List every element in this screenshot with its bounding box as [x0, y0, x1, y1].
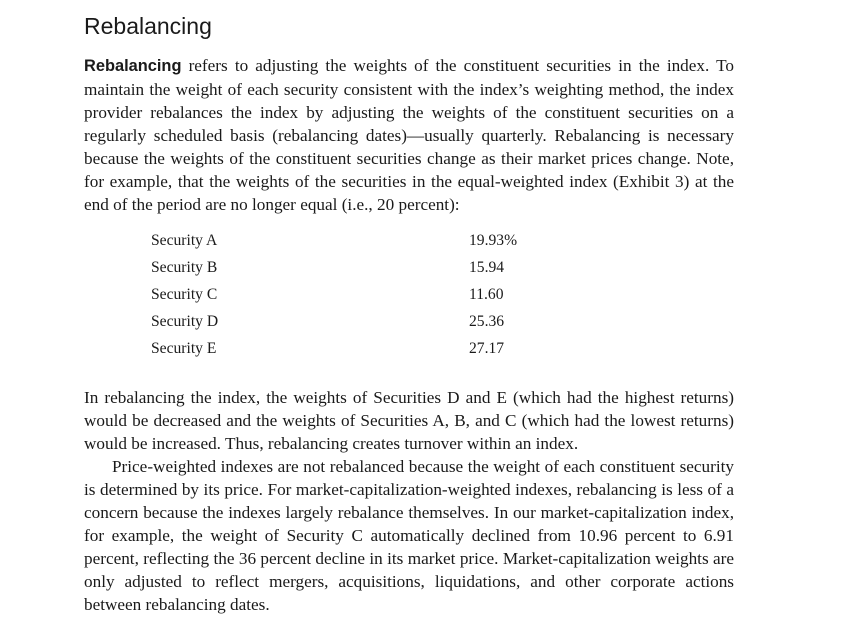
- intro-text: refers to adjusting the weights of the constituent securities in the index. To maintain the weight of each security consistent with the index’s weighting method, the index provider rebalances the index by adjusting the weights of the constituent securities on a regularly scheduled basis (rebalancing dates)—usually quarterly. Rebalancing is necessary because the weights of the constituent securities change as their market prices change. Note, for example, that the weights of the securities in the equal-weighted index (Exhibit 3) at the end of the period are no longer equal (i.e., 20 percent):: [84, 56, 734, 214]
- table-row: [151, 308, 517, 335]
- table-row: [151, 335, 517, 362]
- security-name: Security C: [151, 286, 218, 303]
- security-weight: 25.36: [469, 313, 505, 330]
- rebalancing-paragraph: In rebalancing the index, the weights of Securities D and E (which had the highest returns) would be decreased and the weights of Securities A, B, and C (which had the lowest returns) would be increased. Thus, rebalancing creates turnover within an index.: [84, 388, 734, 453]
- key-term: Rebalancing: [84, 57, 182, 75]
- security-weight: 11.60: [469, 286, 504, 303]
- security-weight: 15.94: [469, 259, 505, 276]
- security-weight: 27.17: [469, 340, 505, 357]
- section-heading: Rebalancing: [84, 13, 212, 39]
- table-row: [151, 281, 517, 308]
- security-name: Security E: [151, 340, 217, 357]
- security-name: Security B: [151, 259, 218, 276]
- document-page: [84, 6, 734, 616]
- intro-paragraph: [84, 54, 734, 216]
- security-name: Security A: [151, 232, 218, 249]
- table-row: [151, 227, 517, 254]
- security-weight: 19.93%: [469, 232, 518, 249]
- price-weighted-paragraph: Price-weighted indexes are not rebalanced because the weight of each constituent security is determined by its price. For market-capitalization-weighted indexes, rebalancing is less of a concern because the indexes largely rebalance themselves. In our market-capitalization index, for example, the weight of Security C automatically declined from 10.96 percent to 6.91 percent, reflecting the 36 percent decline in its market price. Market-capitalization weights are only adjusted to reflect mergers, acquisitions, liquidations, and other corporate actions between rebalancing dates.: [84, 457, 734, 614]
- security-name: Security D: [151, 313, 219, 330]
- table-row: [151, 254, 517, 281]
- security-weights-table: [151, 227, 517, 362]
